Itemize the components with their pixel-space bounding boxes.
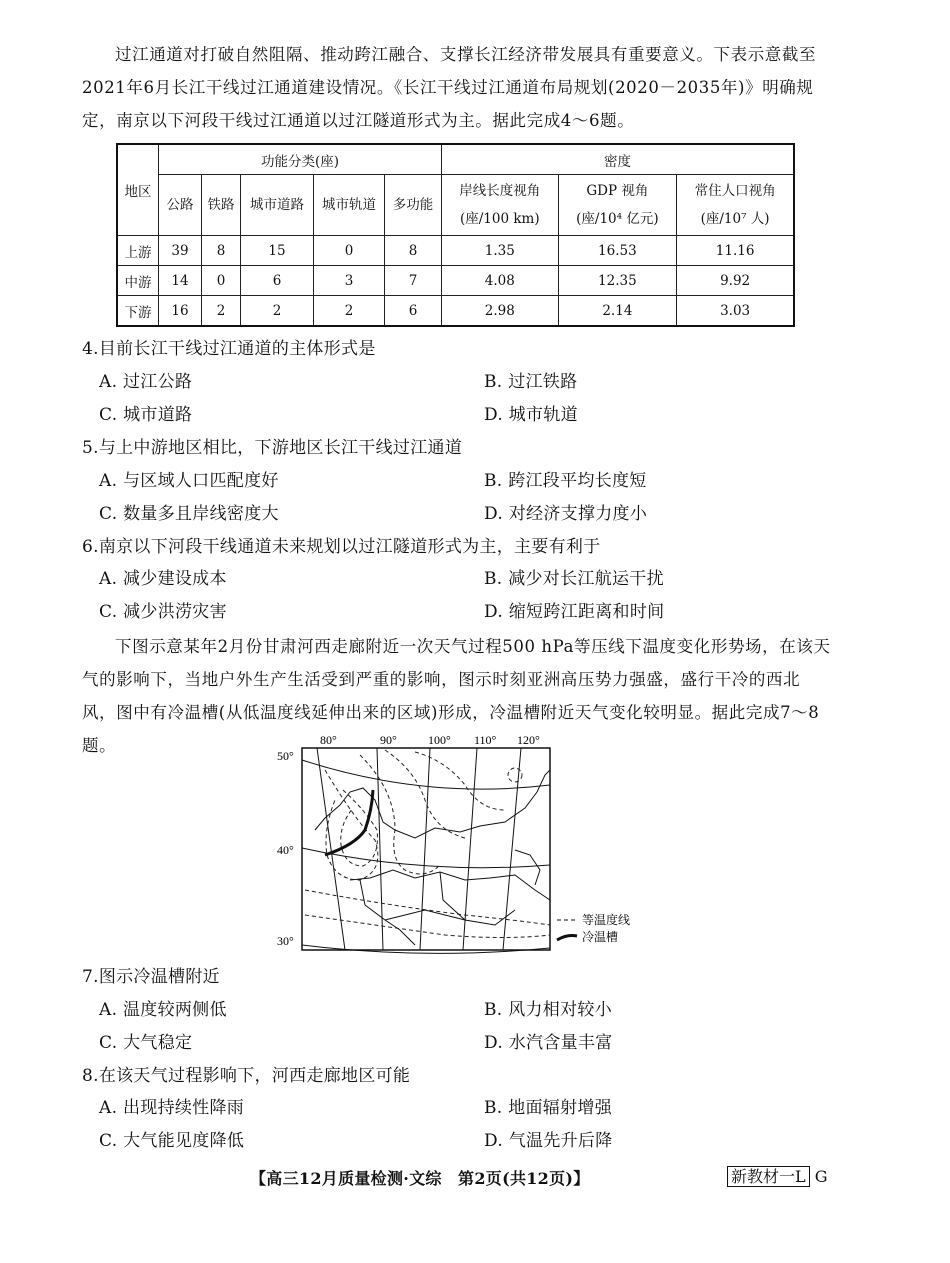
question-7-stem: 7.图示冷温槽附近 bbox=[82, 967, 220, 987]
question-8-stem: 8.在该天气过程影响下，河西走廊地区可能 bbox=[82, 1066, 411, 1086]
q7-option-c: C. 大气稳定 bbox=[99, 1033, 193, 1053]
q6-option-c: C. 减少洪涝灾害 bbox=[99, 602, 227, 622]
q4-option-c: C. 城市道路 bbox=[99, 405, 193, 425]
col-railway: 铁路 bbox=[202, 175, 241, 236]
function-header: 功能分类(座) bbox=[159, 144, 442, 175]
table-row: 下游 16 2 2 2 6 2.98 2.14 3.03 bbox=[117, 296, 794, 327]
q6-option-b: B. 减少对长江航运干扰 bbox=[484, 569, 664, 589]
question-5-stem: 5.与上中游地区相比，下游地区长江干线过江通道 bbox=[82, 438, 463, 458]
q5-option-c: C. 数量多且岸线密度大 bbox=[99, 504, 279, 524]
q5-option-a: A. 与区域人口匹配度好 bbox=[99, 471, 279, 491]
edition-badge-box: 新教材一L bbox=[727, 1166, 810, 1187]
page-footer: 【高三12月质量检测·文综 第2页(共12页)】 bbox=[250, 1169, 590, 1188]
q8-option-b: B. 地面辐射增强 bbox=[484, 1098, 612, 1118]
q6-option-a: A. 减少建设成本 bbox=[99, 569, 227, 589]
q8-option-c: C. 大气能见度降低 bbox=[99, 1131, 245, 1151]
lat-label-40: 40° bbox=[277, 843, 294, 857]
question-6-stem: 6.南京以下河段干线通道未来规划以过江隧道形式为主，主要有利于 bbox=[82, 537, 601, 557]
lon-label-90: 90° bbox=[380, 733, 397, 747]
q8-option-d: D. 气温先升后降 bbox=[484, 1131, 613, 1151]
isotherms bbox=[305, 750, 550, 938]
lat-label-30: 30° bbox=[277, 934, 294, 948]
question-4-stem: 4.目前长江干线过江通道的主体形式是 bbox=[82, 339, 376, 359]
crossing-table bbox=[116, 143, 795, 327]
q7-option-b: B. 风力相对较小 bbox=[484, 1000, 612, 1020]
lat-label-50: 50° bbox=[277, 749, 294, 763]
density-header: 密度 bbox=[442, 144, 795, 175]
lon-label-110: 110° bbox=[474, 733, 497, 747]
q4-option-a: A. 过江公路 bbox=[99, 372, 193, 392]
q4-option-d: D. 城市轨道 bbox=[484, 405, 578, 425]
col-city-rail: 城市轨道 bbox=[314, 175, 385, 236]
col-population: 常住人口视角 (座/10⁷ 人) bbox=[677, 175, 794, 236]
table-row: 上游 39 8 15 0 8 1.35 16.53 11.16 bbox=[117, 236, 794, 266]
q7-option-d: D. 水汽含量丰富 bbox=[484, 1033, 613, 1053]
q7-option-a: A. 温度较两侧低 bbox=[99, 1000, 227, 1020]
lon-label-80: 80° bbox=[320, 733, 337, 747]
legend-trough-symbol bbox=[557, 936, 577, 941]
legend-isotherm-label: 等温度线 bbox=[582, 913, 631, 927]
isotherm-map bbox=[265, 730, 645, 958]
lon-label-100: 100° bbox=[428, 733, 451, 747]
col-highway: 公路 bbox=[159, 175, 202, 236]
q8-option-a: A. 出现持续性降雨 bbox=[99, 1098, 245, 1118]
intro-paragraph-2: 下图示意某年2月份甘肃河西走廊附近一次天气过程500 hPa等压线下温度变化形势场，在该天气的影响下，当地户外生产生活受到严重的影响，图示时刻亚洲高压势力强盛，盛行干冷的西北风，图中有冷温槽(从低温度线延伸出来的区域)形成，冷温槽附近天气变化较明显。据此完成7～8题。 bbox=[82, 637, 831, 755]
cold-trough-line bbox=[325, 790, 373, 855]
legend-trough-label: 冷温槽 bbox=[582, 930, 619, 944]
col-shoreline: 岸线长度视角 (座/100 km) bbox=[442, 175, 559, 236]
col-multi: 多功能 bbox=[385, 175, 442, 236]
region-header: 地区 bbox=[117, 144, 159, 236]
edition-badge-suffix: G bbox=[814, 1167, 828, 1186]
edition-badge bbox=[727, 1164, 828, 1187]
q5-option-d: D. 对经济支撑力度小 bbox=[484, 504, 648, 524]
lon-label-120: 120° bbox=[517, 733, 540, 747]
intro-paragraph-1: 过江通道对打破自然阻隔、推动跨江融合、支撑长江经济带发展具有重要意义。下表示意截至2021年6月长江干线过江通道建设情况。《长江干线过江通道布局规划(2020－2035年)》明确规定，南京以下河段干线过江通道以过江隧道形式为主。据此完成4～6题。 bbox=[82, 45, 817, 130]
q5-option-b: B. 跨江段平均长度短 bbox=[484, 471, 647, 491]
col-city-road: 城市道路 bbox=[241, 175, 314, 236]
q6-option-d: D. 缩短跨江距离和时间 bbox=[484, 602, 665, 622]
q4-option-b: B. 过江铁路 bbox=[484, 372, 578, 392]
table-row: 中游 14 0 6 3 7 4.08 12.35 9.92 bbox=[117, 266, 794, 296]
col-gdp: GDP 视角 (座/10⁴ 亿元) bbox=[558, 175, 677, 236]
